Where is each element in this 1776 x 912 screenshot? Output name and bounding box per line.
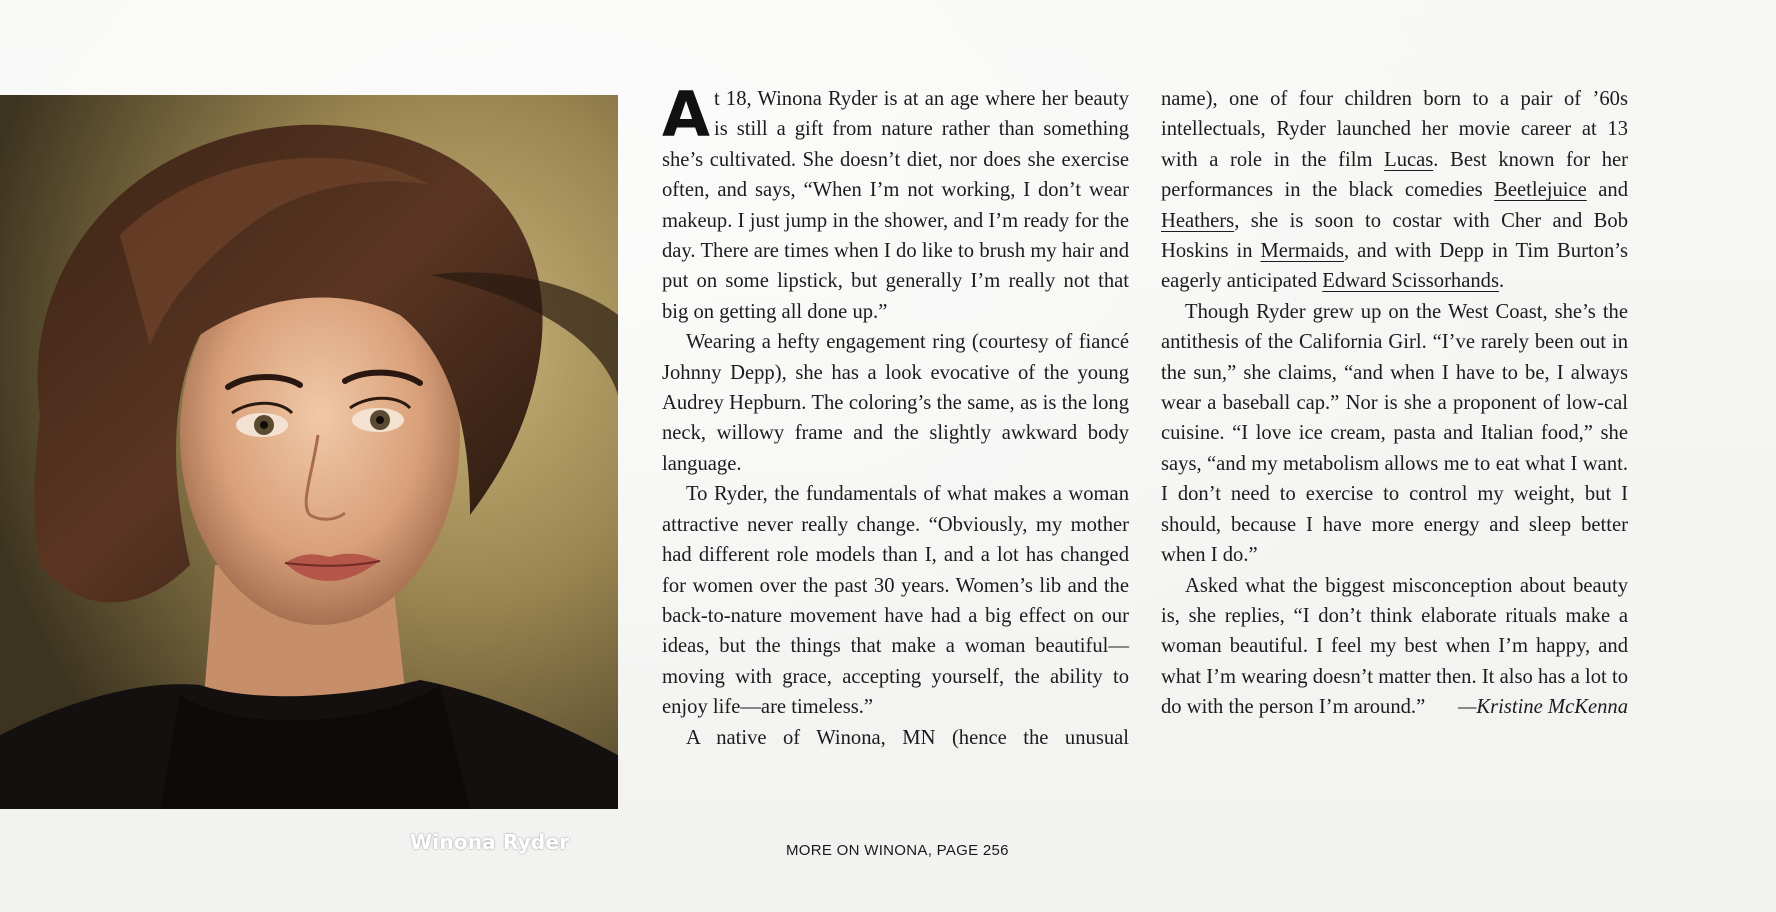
author-byline: —Kristine McKenna — [1458, 696, 1628, 719]
film-title: Heathers — [1161, 209, 1235, 232]
paragraph-text: name), one of four children born to a pair of ’60s intellectuals, Ryder launched her movie career at 13 with a role in the film — [1161, 88, 1628, 171]
paragraph-text: . Best known for her performances in the black comedies — [1161, 148, 1628, 202]
article-column-2 — [1161, 84, 1628, 723]
paragraph-text: , she is soon to costar with Cher and Bob Hoskins in — [1161, 209, 1628, 263]
article-paragraph: A native of Winona, MN (hence the unusual — [686, 726, 1129, 749]
article-paragraph: Though Ryder grew up on the West Coast, she’s the antithesis of the California Girl. “I’ve rarely been out in the sun,” she claims, “and when I have to be, I always wear a baseball cap.” Nor is she a proponent of low-cal cuisine. “I love ice cream, pasta and Italian food,” she says, “and my metabolism allows me to eat what I want. I don’t need to exercise to control my weight, but I should, because I have more energy and sleep better when I do.” — [1161, 300, 1628, 567]
film-title: Beetlejuice — [1494, 179, 1587, 202]
portrait-photo — [0, 95, 618, 854]
article-paragraph — [662, 78, 1129, 327]
portrait-illustration — [0, 95, 618, 809]
article-column-1 — [662, 78, 1129, 753]
paragraph-text: , and with Depp in Tim Burton’s eagerly anticipated — [1161, 240, 1628, 293]
article-paragraph — [1161, 84, 1628, 297]
paragraph-text: . — [1498, 270, 1505, 293]
article-paragraph: Wearing a hefty engagement ring (courtesy of fiancé Johnny Depp), she has a look evocative of the young Audrey Hepburn. The coloring’s the same, as is the long neck, willowy frame and the slightly awkward body language. — [662, 331, 1129, 475]
paragraph-text: Asked what the biggest misconception about beauty is, she replies, “I don’t think elaborate rituals make a woman beautiful. I feel my best when I’m happy, and what I’m wearing doesn’t matter then. It also has a lot to do with the person I’m around.” — [1161, 574, 1628, 719]
film-title: Edward Scissorhands — [1322, 270, 1499, 293]
photo-caption: Winona Ryder — [410, 830, 570, 854]
film-title: Lucas — [1384, 148, 1434, 171]
article-paragraph — [1161, 571, 1628, 723]
article-paragraph: To Ryder, the fundamentals of what makes a woman attractive never really change. “Obviously, my mother had different role models than I, and a lot has changed for women over the past 30 years. Women’s lib and the back-to-nature movement have had a big effect on our ideas, but the things that make a woman beautiful—moving with grace, accepting yourself, the ability to enjoy life—are timeless.” — [662, 483, 1129, 719]
paragraph-text: t 18, Winona Ryder is at an age where her beauty is still a gift from nature rather than something she’s cultivated. She doesn’t diet, nor does she exercise often, and says, “When I’m not working, I don’t wear makeup. I just jump in the shower, and I’m ready for the day. There are times when I do like to brush my hair and put on some lipstick, but generally I’m really not that big on getting all done up.” — [662, 88, 1129, 323]
continued-on-notice: MORE ON WINONA, PAGE 256 — [786, 842, 1009, 859]
drop-cap: A — [662, 78, 710, 151]
paragraph-text: and — [1586, 179, 1628, 202]
film-title: Mermaids — [1260, 240, 1344, 263]
